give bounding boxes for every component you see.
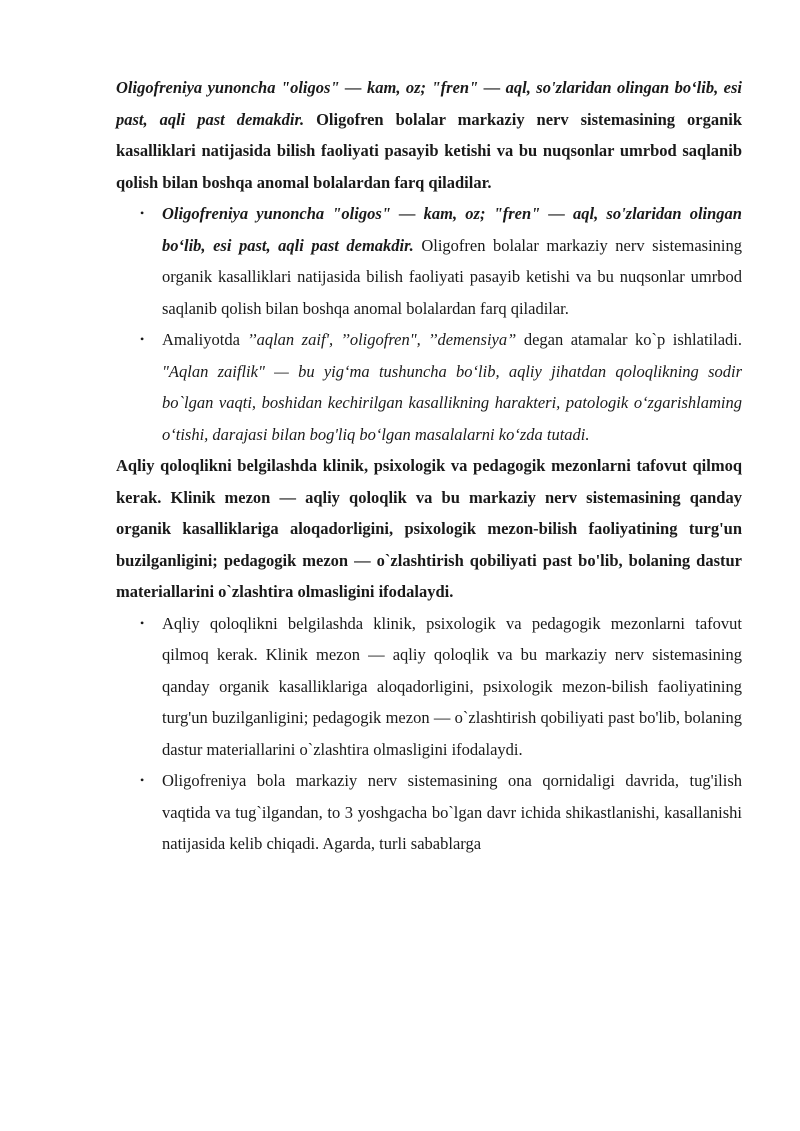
- list-item-explanation: "Aqlan zaiflik" — bu yigʻma tushuncha boʻlib, aqliy jihatdan qoloqlikning sodir bo`lgan vaqti, boshidan kechirilgan kasallikning harakteri, patologik oʻzgarishlaming oʻtishi, darajasi bilan bog'liq boʻlgan masalalarni koʻzda tutadi.: [162, 361, 742, 444]
- list-item: [116, 324, 742, 450]
- document-page: [116, 72, 742, 860]
- criteria-paragraph: Aqliy qoloqlikni belgilashda klinik, psixologik va pedagogik mezonlarni tafovut qilmoq kerak. Klinik mezon — aqliy qoloqlik va bu markaziy nerv sistemasining qanday organik kasalliklariga aloqadorligini, psixologik mezon-bilish faoliyatining turg'un buzilganligini; pedagogik mezon — o`zlashtirish qobiliyati past bo'lib, bolaning dastur materiallarini o`zlashtira olmasligini ifodalaydi.: [116, 456, 742, 601]
- list-item-definition: Oligofreniya yunoncha "oligos" — kam, oz; "fren" — aql, so'zlaridan olingan boʻlib, esi past, aqli past demakdir.: [162, 204, 742, 255]
- list-item-text: Aqliy qoloqlikni belgilashda klinik, psixologik va pedagogik mezonlarni tafovut qilmoq kerak. Klinik mezon — aqliy qoloqlik va bu markaziy nerv sistemasining qanday organik kasalliklariga aloqadorligini, psixologik mezon-bilish faoliyatining turg'un buzilganligini; pedagogik mezon — o`zlashtirish qobiliyati past bo'lib, bolaning dastur materiallarini o`zlashtira olmasligini ifodalaydi.: [162, 613, 742, 759]
- intro-definition: Oligofreniya yunoncha "oligos" — kam, oz; "fren" — aql, so'zlaridan olingan boʻlib, esi past, aqli past demakdir.: [116, 78, 742, 129]
- bullet-icon: •: [140, 206, 145, 220]
- bullet-icon: •: [140, 615, 145, 630]
- list-item: [116, 765, 742, 860]
- intro-description: Oligofren bolalar markaziy nerv sistemasining organik kasalliklari natijasida bilish faoliyati pasayib ketishi va bu nuqsonlar umrbod saqlanib qolish bilan boshqa anomal bolalardan farq qiladilar.: [116, 109, 743, 192]
- list-item: [116, 608, 742, 766]
- list-item-terms: ’’aqlan zaif', ’’oligofren", ’’demensiya”: [247, 330, 517, 349]
- list-item-text: Oligofren bolalar markaziy nerv sistemasining organik kasalliklari natijasida bilish faoliyati pasayib ketishi va bu nuqsonlar umrbod saqlanib qolish bilan boshqa anomal bolalardan farq qiladilar.: [162, 235, 742, 318]
- bullet-list-1: [116, 198, 742, 450]
- bullet-list-2: [116, 608, 742, 860]
- bullet-icon: •: [140, 773, 145, 787]
- list-item-text: Amaliyotda: [162, 330, 248, 349]
- list-item-text: degan atamalar ko`p ishlatiladi.: [516, 330, 742, 349]
- bullet-icon: •: [140, 332, 145, 346]
- list-item-text: Oligofreniya bola markaziy nerv sistemasining ona qornidaligi davrida, tug'ilish vaqtida va tug`ilgandan, to 3 yoshgacha bo`lgan davr ichida shikastlanishi, kasallanishi natijasida kelib chiqadi. Agarda, turli sabablarga: [162, 771, 742, 853]
- list-item: [116, 198, 742, 324]
- intro-paragraph: [116, 72, 742, 198]
